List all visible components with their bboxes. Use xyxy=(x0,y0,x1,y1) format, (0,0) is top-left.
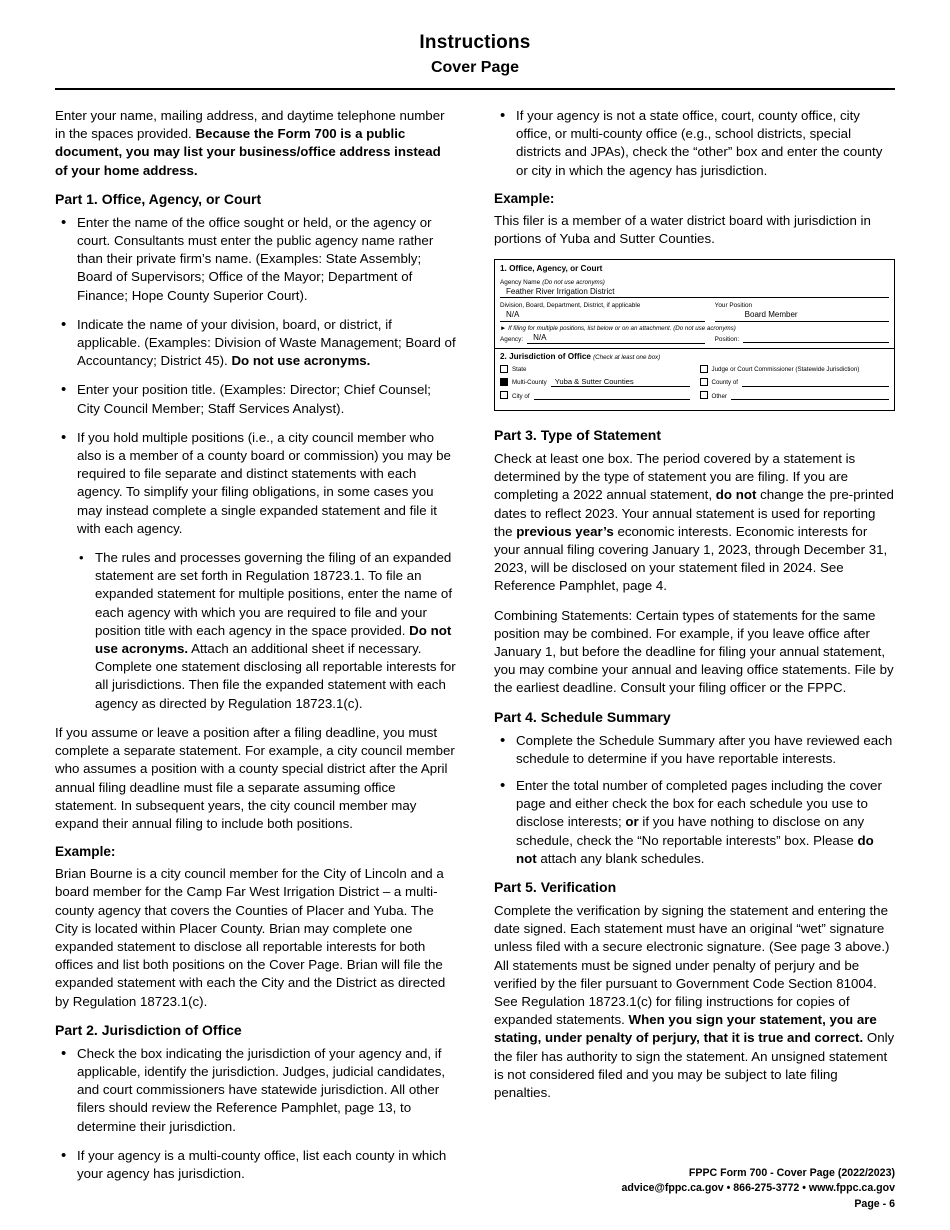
checkbox-other-icon[interactable] xyxy=(700,391,708,399)
checkbox-row-other[interactable] xyxy=(700,390,890,400)
footer-line-2: advice@fppc.ca.gov • 866-275-3772 • www.fppc.ca.gov xyxy=(621,1182,895,1195)
list-item xyxy=(55,429,456,538)
position-field xyxy=(715,300,889,321)
part1-sub-bold: Do not use acronyms. xyxy=(95,622,452,657)
checkbox-judge-icon[interactable] xyxy=(700,365,708,373)
page-title: Instructions xyxy=(419,32,531,53)
agency-label2: Agency: xyxy=(500,336,524,344)
part1-sub-a: The rules and processes governing the filing of an expanded statement are set forth in Regulation 18723.1. To file an expanded statement for multiple positions, enter the name of each agency with which you are required to file and your position title with each agency in the space provided. xyxy=(95,550,453,638)
division-underline xyxy=(500,321,705,322)
list-item xyxy=(73,549,456,713)
position-label2: Position: xyxy=(714,335,740,343)
checkbox-judge-label: Judge or Court Commissioner (Statewide Jurisdiction) xyxy=(711,366,860,374)
checkbox-row-cityof[interactable] xyxy=(500,390,690,400)
part3-p1-bold1: do not xyxy=(715,487,757,503)
agency-underline2 xyxy=(527,333,705,344)
agency-name-field xyxy=(500,277,889,298)
left-example-paragraph: Brian Bourne is a city council member for the City of Lincoln and a board member for the Camp Far West Irrigation District – a multi-county agency that covers the Counties of Placer and Yuba. The City is located within Placer County. Brian may complete one expanded statement to disclose all reportable interests for both offices and list both positions on the Cover Page. Brian will file the expanded statement with each the City and the District as directed by Regulation 18723.1(c). xyxy=(55,866,446,1009)
multi-position-note: ► If filing for multiple positions, list below or on an attachment. (Do not use acronyms) xyxy=(500,324,736,332)
agency-field2 xyxy=(500,333,705,344)
part1-sub-b: Attach an additional sheet if necessary. Complete one statement disclosing all reportable interests for all jurisdictions. Then file the expanded statement with each agency as directed by Regulation 18723.1(c). xyxy=(95,641,456,711)
part5-p-a: Complete the verification by signing the statement and entering the date signed. Each statement must have an original “wet” signature unless filed with a secure electronic signature. (See page 3 above.) All statements must be signed under penalty of perjury and be verified by the filer pursuant to Government Code Section 81004. See Regulation 18723.1(c) for filing instructions for copies of expanded statements. xyxy=(494,903,890,1028)
part3-p1-a: Check at least one box. The period covered by a statement is determined by the type of statement you are filing. If you are completing a 2022 annual statement, xyxy=(494,450,856,503)
checkbox-state-label: State xyxy=(512,366,527,374)
checkbox-countyof-icon[interactable] xyxy=(700,378,708,386)
position-inline2 xyxy=(715,333,889,343)
list-item xyxy=(55,381,456,417)
right-column xyxy=(494,107,895,1113)
part2-bullet-1: Check the box indicating the jurisdiction of your agency and, if applicable, identify the jurisdiction. Judges, judicial candidates, and court commissioners have statewide jurisdiction. All other filers should review the Reference Pamphlet, page 13, to determine their jurisdiction. xyxy=(77,1045,446,1134)
part4-bullet-1: Complete the Schedule Summary after you have reviewed each schedule to determine if you have reportable interests. xyxy=(516,732,893,766)
division-label: Division, Board, Department, District, if applicable xyxy=(500,302,641,310)
part1-heading: Part 1. Office, Agency, or Court xyxy=(55,190,262,207)
list-item xyxy=(55,1045,456,1136)
checkbox-cityof-label: City of xyxy=(512,392,530,400)
part2-bullet-3: If your agency is not a state office, court, county office, city office, or multi-county office (e.g., school districts, special districts and JPAs), check the “other” box and enter the county or city in which the agency has jurisdiction. xyxy=(516,108,883,178)
part4-bullet-2-c: attach any blank schedules. xyxy=(536,850,705,866)
part1-bullet-2: Indicate the name of your division, board, or district, if applicable. (Examples: Division of Waste Management; Board of Accountancy; District 45). xyxy=(77,316,456,369)
cityof-value-underline xyxy=(534,390,690,400)
form-sample-box xyxy=(494,259,895,411)
part3-p1-bold2: previous year’s xyxy=(516,523,614,539)
intro-paragraph xyxy=(55,107,456,180)
part3-paragraph-2: Combining Statements: Certain types of statements for the same position may be combined. For example, if you leave office after January 1, but before the deadline for filing your annual statement, you may combine your annual and leaving office statements. File by the earliest deadline. Consult your filing officer or the FPPC. xyxy=(494,607,894,696)
form-section2 xyxy=(495,348,894,405)
part1-bullet-1: Enter the name of the office sought or held, or the agency or court. Consultants must enter the public agency name rather than their private firm’s name. (Examples: State Assembly; Board of Supervisors; Office of the Mayor; Department of Finance; Hope County Superior Court). xyxy=(77,214,434,303)
jurisdiction-col-left xyxy=(500,365,690,403)
list-item xyxy=(494,107,895,180)
part3-paragraph-1 xyxy=(494,450,895,596)
part3-heading: Part 3. Type of Statement xyxy=(494,426,662,443)
part1-bullets xyxy=(55,214,456,538)
checkbox-cityof-icon[interactable] xyxy=(500,391,508,399)
agency-name-underline xyxy=(500,297,889,298)
two-column-body xyxy=(55,107,895,1194)
footer-line-3: Page - 6 xyxy=(854,1197,895,1210)
part1-subbullets xyxy=(73,549,456,713)
part5-heading: Part 5. Verification xyxy=(494,879,617,896)
form-section2-title: 2. Jurisdiction of Office xyxy=(500,351,591,361)
right-example-paragraph: This filer is a member of a water district board with jurisdiction in portions of Yuba and Sutter Counties. xyxy=(494,212,871,247)
part4-bullet-2-bold2: do not xyxy=(516,832,874,866)
position-value: Board Member xyxy=(744,310,798,320)
agency-name-label: Agency Name xyxy=(500,279,541,287)
part4-bullets xyxy=(494,732,895,868)
part5-p-bold1: When you sign your statement, you are stating, under penalty of perjury, that it is true and correct. xyxy=(494,1012,877,1046)
position-field2 xyxy=(715,333,889,344)
header-divider xyxy=(55,88,895,90)
part2-bullets xyxy=(55,1045,456,1183)
agency-value2: N/A xyxy=(533,333,547,343)
page-footer xyxy=(622,1166,895,1212)
footer-line-1: FPPC Form 700 - Cover Page (2022/2023) xyxy=(688,1166,895,1179)
form-section2-note: (Check at least one box) xyxy=(593,353,661,361)
page-subtitle: Cover Page xyxy=(430,59,520,76)
intro-text: Enter your name, mailing address, and daytime telephone number in the spaces provided. xyxy=(55,108,445,142)
part2-heading: Part 2. Jurisdiction of Office xyxy=(55,1021,242,1038)
checkbox-multicounty-icon[interactable] xyxy=(500,378,508,386)
multi-position-note-text: If filing for multiple positions, list below or on an attachment. (Do not use acronyms) xyxy=(508,324,736,332)
list-item xyxy=(55,316,456,371)
title-block xyxy=(55,32,895,77)
list-item xyxy=(494,777,895,868)
right-example-heading: Example: xyxy=(494,190,555,206)
checkbox-other-label: Other xyxy=(711,392,727,400)
division-value: N/A xyxy=(506,310,520,320)
division-position-row xyxy=(500,300,889,321)
checkbox-state-icon[interactable] xyxy=(500,365,508,373)
part1-bullet-3: Enter your position title. (Examples: Director; Chief Counsel; City Council Member; Staff Services Analyst). xyxy=(77,382,431,416)
checkbox-countyof-label: County of xyxy=(711,379,738,387)
list-item xyxy=(55,214,456,305)
part5-p-b: Only the filer has authority to sign the statement. An unsigned statement is not considered filed and you may be subject to late filing penalties. xyxy=(494,1030,895,1101)
checkbox-row-state[interactable] xyxy=(500,365,690,374)
checkbox-row-multicounty[interactable] xyxy=(500,377,690,387)
assume-paragraph: If you assume or leave a position after a filing deadline, you must complete a separate statement. For example, a city council member who assumes a position with a county special district after the April annual filing deadline must file a separate assuming office statement. In subsequent years, the city council member may expand their annual filing to include both positions. xyxy=(55,724,455,831)
checkbox-multicounty-label: Multi-County xyxy=(512,379,547,387)
list-item xyxy=(494,732,895,768)
agency-inline2 xyxy=(500,333,705,344)
part3-p1-c: economic interests. Economic interests for your annual filing covering January 1, 2023, through December 31, 2023, will be disclosed on your statement filed in 2024. See Reference Pamphlet, page 4. xyxy=(494,523,888,594)
checkbox-multicounty-value: Yuba & Sutter Counties xyxy=(554,376,634,386)
left-column xyxy=(55,107,456,1194)
multicounty-value-underline xyxy=(551,377,690,387)
part3-p1-b: change the pre-printed dates to reflect 2023. Your annual statement is used for reporting the xyxy=(494,487,894,539)
jurisdiction-checkboxes xyxy=(500,365,889,403)
list-item xyxy=(55,1147,456,1183)
left-example-heading: Example: xyxy=(55,844,116,860)
part4-bullet-2-b: if you have nothing to disclose on any schedule, check the “No reportable interests” box. Please xyxy=(516,814,865,848)
division-field xyxy=(500,300,705,321)
part5-paragraph xyxy=(494,902,895,1102)
checkbox-row-judge[interactable] xyxy=(700,365,890,374)
agency-position-row2 xyxy=(500,333,889,344)
checkbox-row-countyof[interactable] xyxy=(700,377,890,387)
agency-name-value: Feather River Irrigation District xyxy=(506,286,615,296)
part4-bullet-2-bold1: or xyxy=(625,814,639,830)
intro-bold: Because the Form 700 is a public document, you may list your business/office address instead of your home address. xyxy=(55,126,441,178)
part1-bullet-4: If you hold multiple positions (i.e., a city council member who also is a member of a county board or commission) you may be required to file separate and distinct statements with each agency. To simplify your filing obligations, in some cases you may instead complete a single expanded statement and file it with each agency. xyxy=(77,429,451,536)
countyof-value-underline xyxy=(742,377,889,387)
part1-bullet-2-bold: Do not use acronyms. xyxy=(231,353,371,369)
other-value-underline xyxy=(731,390,889,400)
form-section1-title: 1. Office, Agency, or Court xyxy=(500,264,603,274)
part2-bullet-2: If your agency is a multi-county office, list each county in which your agency has jurisdiction. xyxy=(77,1147,447,1181)
part2-bullets-continued xyxy=(494,107,895,180)
part4-bullet-2-a: Enter the total number of completed pages including the cover page and either check the box for each schedule you use to disclose interests; xyxy=(516,778,882,830)
jurisdiction-col-right xyxy=(700,365,890,403)
agency-name-note: (Do not use acronyms) xyxy=(542,279,605,287)
part4-heading: Part 4. Schedule Summary xyxy=(494,708,671,725)
position-label: Your Position xyxy=(714,302,753,310)
position-underline xyxy=(715,321,889,322)
position-underline2 xyxy=(743,333,889,343)
